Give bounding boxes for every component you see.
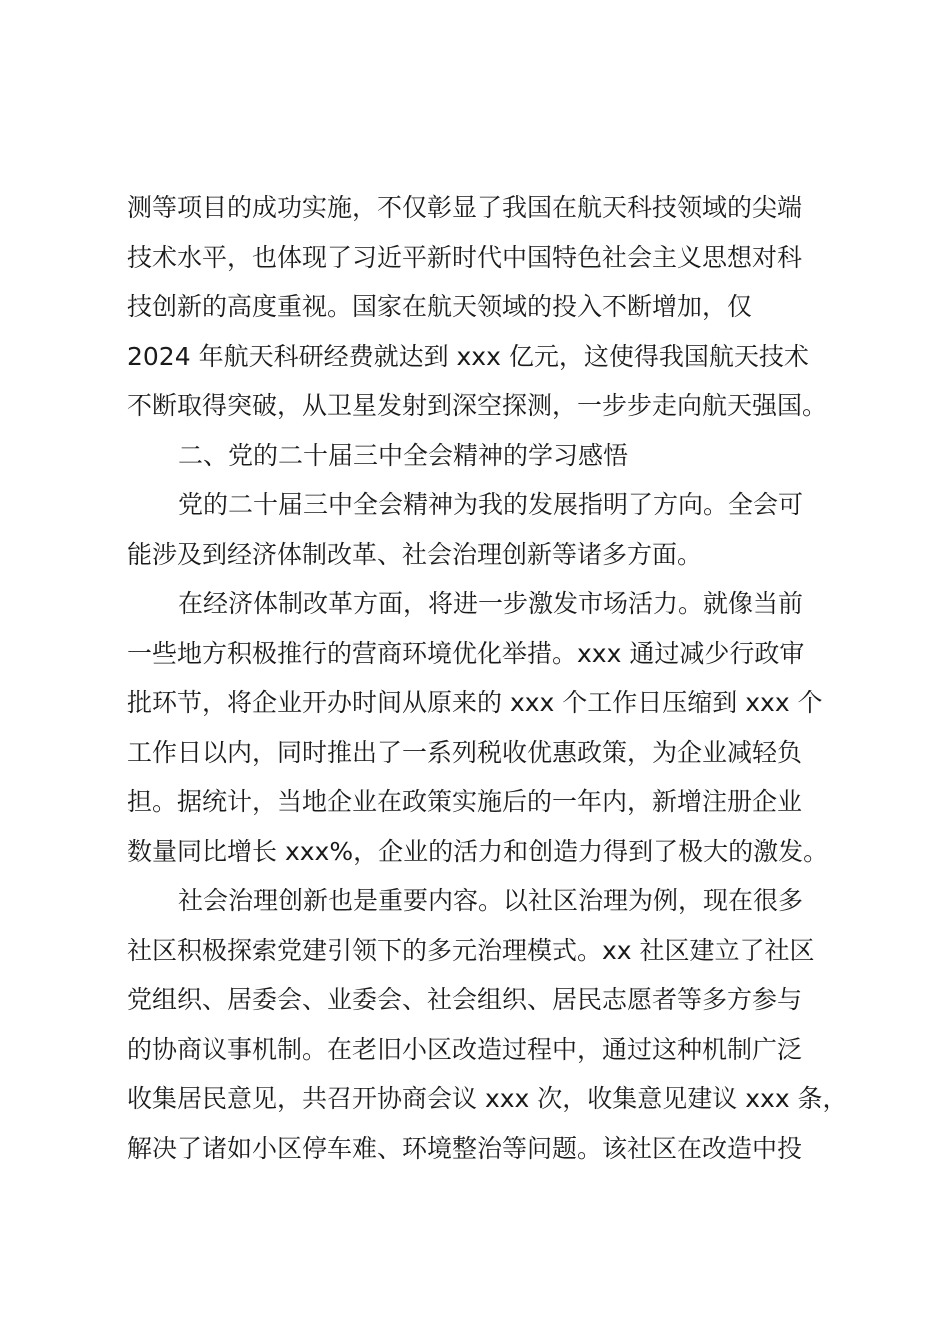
- paragraph-economic-reform: [127, 579, 837, 876]
- paragraph-line: 技创新的高度重视。国家在航天领域的投入不断增加，仅: [127, 292, 753, 321]
- paragraph-line: 一些地方积极推行的营商环境优化举措。xxx 通过减少行政审: [127, 638, 805, 668]
- paragraph-line: 党组织、居委会、业委会、社会组织、居民志愿者等多方参与: [127, 985, 803, 1014]
- paragraph-line: 批环节，将企业开办时间从原来的 xxx 个工作日压缩到 xxx 个: [127, 688, 823, 717]
- paragraph-line: 的协商议事机制。在老旧小区改造过程中，通过这种机制广泛: [127, 1034, 803, 1064]
- paragraph-line: 社会治理创新也是重要内容。以社区治理为例，现在很多: [178, 886, 804, 915]
- paragraph-line: 不断取得突破，从卫星发射到深空探测，一步步走向航天强国。: [127, 391, 828, 420]
- paragraph-social-governance: [127, 876, 848, 1173]
- paragraph-line: 解决了诸如小区停车难、环境整治等问题。该社区在改造中投: [127, 1133, 803, 1163]
- paragraph-line: 工作日以内，同时推出了一系列税收优惠政策，为企业减轻负: [127, 737, 803, 767]
- paragraph-line: 收集居民意见，共召开协商会议 xxx 次，收集意见建议 xxx 条，: [127, 1084, 848, 1113]
- section-heading: 二、党的二十届三中全会精神的学习感悟: [178, 440, 629, 470]
- paragraph-line: 数量同比增长 xxx%，企业的活力和创造力得到了极大的激发。: [127, 836, 829, 866]
- paragraph-line: 技术水平，也体现了习近平新时代中国特色社会主义思想对科: [127, 242, 803, 272]
- paragraph-line: 社区积极探索党建引领下的多元治理模式。xx 社区建立了社区: [127, 935, 815, 965]
- document-body: [127, 183, 848, 1173]
- paragraph-aerospace: [127, 183, 837, 431]
- paragraph-line: 2024 年航天科研经费就达到 xxx 亿元，这使得我国航天技术: [127, 341, 809, 371]
- paragraph-line: 测等项目的成功实施，不仅彰显了我国在航天科技领域的尖端: [127, 193, 803, 222]
- paragraph-line: 担。据统计，当地企业在政策实施后的一年内，新增注册企业: [127, 787, 803, 816]
- paragraph-line: 能涉及到经济体制改革、社会治理创新等诸多方面。: [127, 539, 703, 569]
- paragraph-line: 在经济体制改革方面，将进一步激发市场活力。就像当前: [178, 589, 804, 618]
- paragraph-plenary-intro: [127, 480, 837, 579]
- paragraph-line: 党的二十届三中全会精神为我的发展指明了方向。全会可: [178, 490, 804, 519]
